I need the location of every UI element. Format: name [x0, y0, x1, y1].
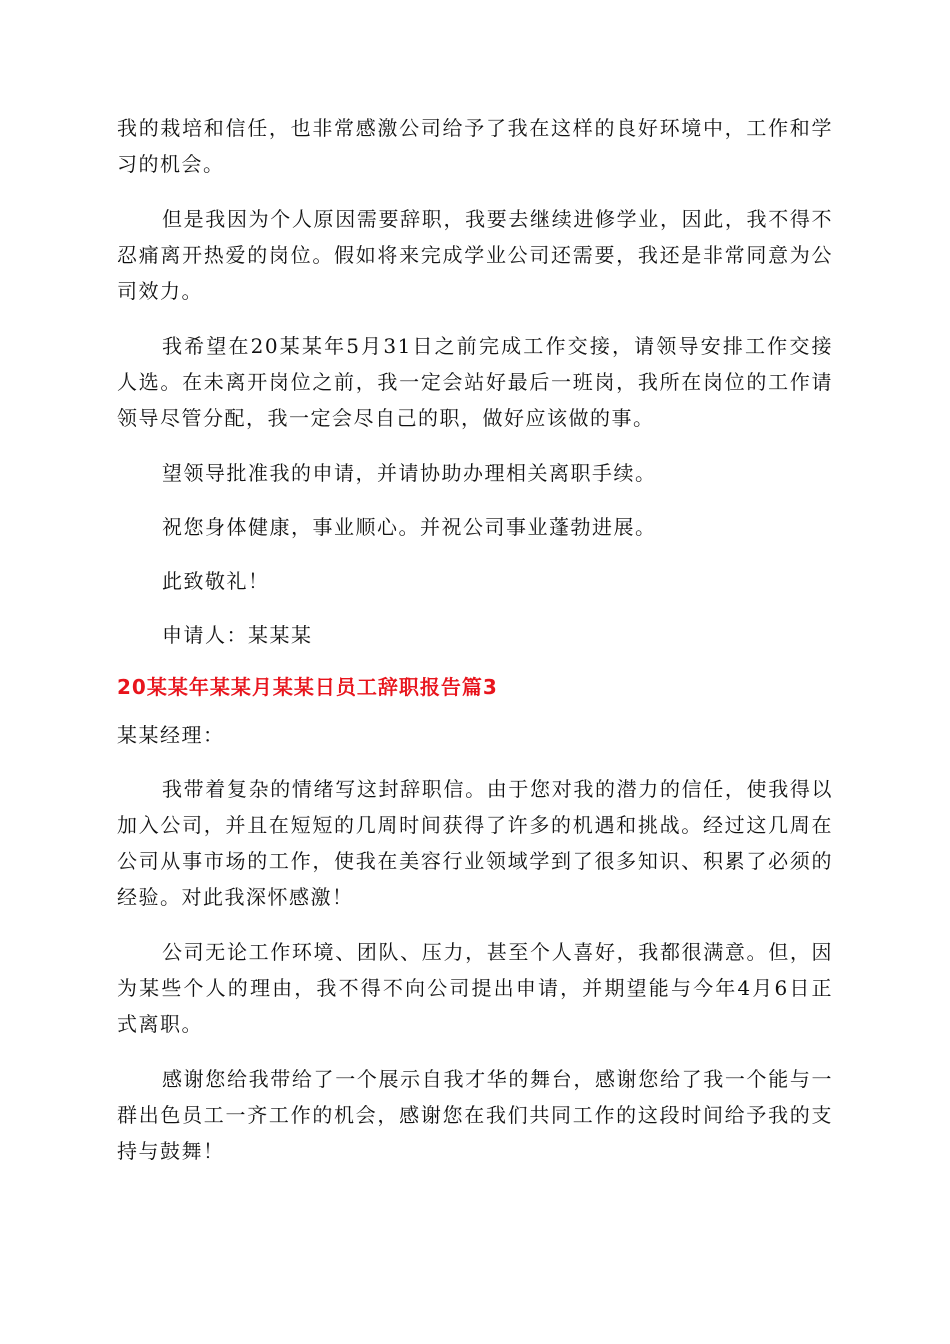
- paragraph-handover: 我希望在20某某年5月31日之前完成工作交接，请领导安排工作交接人选。在未离开岗位之前，我一定会站好最后一班岗，我所在岗位的工作请领导尽管分配，我一定会尽自己的职，做好应该做的事。: [117, 334, 833, 430]
- line-request: 望领导批准我的申请，并请协助办理相关离职手续。: [162, 461, 657, 485]
- paragraph-resignation-date: 公司无论工作环境、团队、压力，甚至个人喜好，我都很满意。但，因为某些个人的理由，我不得不向公司提出申请，并期望能与今年4月6日正式离职。: [117, 940, 833, 1036]
- paragraph-gratitude: 我带着复杂的情绪写这封辞职信。由于您对我的潜力的信任，使我得以加入公司，并且在短短的几周时间获得了许多的机遇和挑战。经过这几周在公司从事市场的工作，使我在美容行业领域学到了很多知识、积累了必须的经验。对此我深怀感激！: [117, 777, 833, 909]
- document-page: [117, 110, 833, 1188]
- paragraph-thanks: 感谢您给我带给了一个展示自我才华的舞台，感谢您给了我一个能与一群出色员工一齐工作的机会，感谢您在我们共同工作的这段时间给予我的支持与鼓舞！: [117, 1067, 833, 1163]
- section-heading: 20某某年某某月某某日员工辞职报告篇3: [117, 675, 498, 699]
- paragraph-reason: 但是我因为个人原因需要辞职，我要去继续进修学业，因此，我不得不忍痛离开热爱的岗位。假如将来完成学业公司还需要，我还是非常同意为公司效力。: [117, 207, 833, 303]
- line-applicant: 申请人：某某某: [162, 623, 313, 647]
- line-wishes: 祝您身体健康，事业顺心。并祝公司事业蓬勃进展。: [162, 515, 657, 539]
- paragraph-continuation: 我的栽培和信任，也非常感激公司给予了我在这样的良好环境中，工作和学习的机会。: [117, 116, 833, 176]
- salutation: 某某经理：: [117, 723, 225, 747]
- line-salute: 此致敬礼！: [162, 569, 270, 593]
